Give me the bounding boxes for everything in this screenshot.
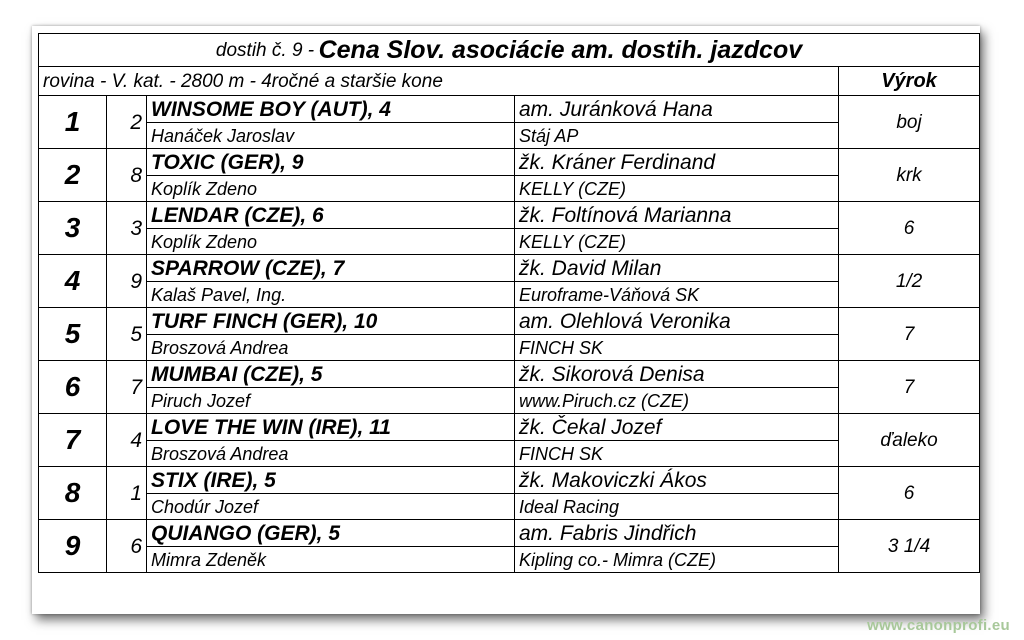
jockey-name: žk. Makoviczki Ákos — [515, 467, 839, 494]
result-row — [39, 255, 980, 282]
owner-name: FINCH SK — [515, 335, 839, 361]
jockey-name: am. Juránková Hana — [515, 96, 839, 123]
horse-name: STIX (IRE), 5 — [147, 467, 515, 494]
owner-name: KELLY (CZE) — [515, 176, 839, 202]
trainer-name: Broszová Andrea — [147, 335, 515, 361]
owner-name: Kipling co.- Mimra (CZE) — [515, 547, 839, 573]
finish-position: 4 — [39, 255, 107, 308]
owner-name: Euroframe-Váňová SK — [515, 282, 839, 308]
start-number: 8 — [107, 149, 147, 202]
finish-margin: 7 — [839, 361, 980, 414]
result-subrow — [39, 229, 980, 255]
start-number: 4 — [107, 414, 147, 467]
trainer-name: Chodúr Jozef — [147, 494, 515, 520]
watermark: www.canonprofi.eu — [867, 617, 1010, 634]
finish-position: 1 — [39, 96, 107, 149]
horse-name: WINSOME BOY (AUT), 4 — [147, 96, 515, 123]
trainer-name: Hanáček Jaroslav — [147, 123, 515, 149]
trainer-name: Piruch Jozef — [147, 388, 515, 414]
finish-margin: 3 1/4 — [839, 520, 980, 573]
result-subrow — [39, 335, 980, 361]
result-row — [39, 308, 980, 335]
finish-margin: 1/2 — [839, 255, 980, 308]
result-column-header: Výrok — [839, 67, 980, 96]
trainer-name: Broszová Andrea — [147, 441, 515, 467]
finish-position: 9 — [39, 520, 107, 573]
race-number: dostih č. 9 - — [215, 39, 315, 61]
horse-name: LENDAR (CZE), 6 — [147, 202, 515, 229]
horse-name: LOVE THE WIN (IRE), 11 — [147, 414, 515, 441]
horse-name: SPARROW (CZE), 7 — [147, 255, 515, 282]
finish-position: 3 — [39, 202, 107, 255]
finish-margin: ďaleko — [839, 414, 980, 467]
horse-name: TOXIC (GER), 9 — [147, 149, 515, 176]
result-subrow — [39, 123, 980, 149]
result-subrow — [39, 441, 980, 467]
result-subrow — [39, 494, 980, 520]
start-number: 3 — [107, 202, 147, 255]
trainer-name: Koplík Zdeno — [147, 176, 515, 202]
horse-name: TURF FINCH (GER), 10 — [147, 308, 515, 335]
jockey-name: žk. Čekal Jozef — [515, 414, 839, 441]
trainer-name: Kalaš Pavel, Ing. — [147, 282, 515, 308]
jockey-name: am. Olehlová Veronika — [515, 308, 839, 335]
result-subrow — [39, 282, 980, 308]
finish-position: 6 — [39, 361, 107, 414]
owner-name: www.Piruch.cz (CZE) — [515, 388, 839, 414]
jockey-name: žk. Sikorová Denisa — [515, 361, 839, 388]
finish-position: 5 — [39, 308, 107, 361]
result-subrow — [39, 176, 980, 202]
jockey-name: žk. Foltínová Marianna — [515, 202, 839, 229]
result-subrow — [39, 388, 980, 414]
jockey-name: žk. Kráner Ferdinand — [515, 149, 839, 176]
finish-margin: 6 — [839, 467, 980, 520]
result-row — [39, 520, 980, 547]
jockey-name: am. Fabris Jindřich — [515, 520, 839, 547]
race-title-cell — [39, 34, 980, 67]
start-number: 5 — [107, 308, 147, 361]
start-number: 6 — [107, 520, 147, 573]
finish-position: 7 — [39, 414, 107, 467]
result-row — [39, 361, 980, 388]
race-results-table — [38, 33, 980, 573]
start-number: 7 — [107, 361, 147, 414]
start-number: 2 — [107, 96, 147, 149]
result-row — [39, 96, 980, 123]
finish-margin: 6 — [839, 202, 980, 255]
result-row — [39, 414, 980, 441]
start-number: 9 — [107, 255, 147, 308]
race-title-row — [39, 34, 980, 67]
horse-name: QUIANGO (GER), 5 — [147, 520, 515, 547]
trainer-name: Mimra Zdeněk — [147, 547, 515, 573]
finish-margin: boj — [839, 96, 980, 149]
jockey-name: žk. David Milan — [515, 255, 839, 282]
result-subrow — [39, 547, 980, 573]
finish-margin: 7 — [839, 308, 980, 361]
start-number: 1 — [107, 467, 147, 520]
trainer-name: Koplík Zdeno — [147, 229, 515, 255]
result-row — [39, 467, 980, 494]
owner-name: Stáj AP — [515, 123, 839, 149]
owner-name: FINCH SK — [515, 441, 839, 467]
race-name: Cena Slov. asociácie am. dostih. jazdcov — [318, 35, 803, 64]
horse-name: MUMBAI (CZE), 5 — [147, 361, 515, 388]
result-row — [39, 149, 980, 176]
finish-margin: krk — [839, 149, 980, 202]
finish-position: 2 — [39, 149, 107, 202]
owner-name: Ideal Racing — [515, 494, 839, 520]
race-conditions: rovina - V. kat. - 2800 m - 4ročné a staršie kone — [39, 67, 839, 96]
owner-name: KELLY (CZE) — [515, 229, 839, 255]
race-info-row — [39, 67, 980, 96]
finish-position: 8 — [39, 467, 107, 520]
result-row — [39, 202, 980, 229]
